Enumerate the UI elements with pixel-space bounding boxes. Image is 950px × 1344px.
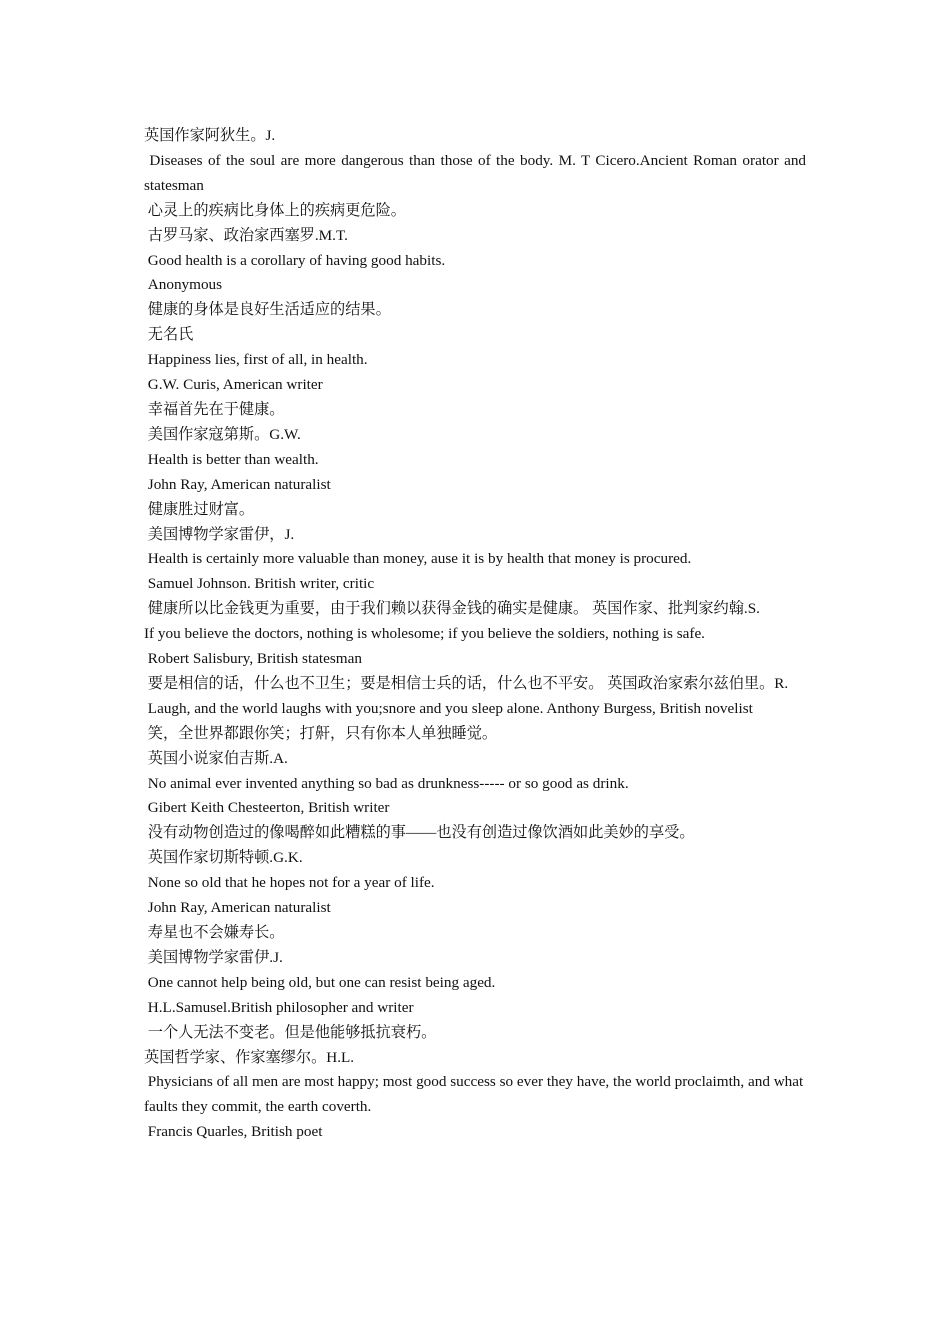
text-line: Samuel Johnson. British writer, critic	[144, 575, 375, 593]
text-line: 古罗马家、政治家西塞罗.M.T.	[144, 226, 348, 244]
text-line: Health is better than wealth.	[144, 450, 319, 468]
text-line: 无名氏	[144, 326, 194, 344]
text-line: John Ray, American naturalist	[144, 475, 331, 493]
text-line: Robert Salisbury, British statesman	[144, 650, 362, 668]
text-line: Good health is a corollary of having good habits.	[144, 251, 446, 269]
text-line: Physicians of all men are most happy; most good success so ever they have, the world proclaimth, and what faults they commit, the earth coverth.	[144, 1073, 808, 1116]
text-line: G.W. Curis, American writer	[144, 376, 323, 394]
text-line: None so old that he hopes not for a year of life.	[144, 874, 435, 892]
text-line: 美国博物学家雷伊，J.	[144, 525, 295, 543]
text-line: 寿星也不会嫌寿长。	[144, 924, 285, 941]
text-line: Laugh, and the world laughs with you;snore and you sleep alone. Anthony Burgess, British novelist	[144, 699, 753, 717]
text-line: No animal ever invented anything so bad as drunkness----- or so good as drink.	[144, 774, 629, 792]
text-line: 笑，全世界都跟你笑；打鼾，只有你本人单独睡觉。	[144, 724, 498, 742]
text-line: 英国小说家伯吉斯.A.	[144, 749, 288, 767]
text-line: Anonymous	[144, 276, 223, 294]
text-line: One cannot help being old, but one can resist being aged.	[144, 973, 496, 991]
text-line: Happiness lies, first of all, in health.	[144, 351, 368, 369]
text-line: H.L.Samusel.British philosopher and writer	[144, 998, 414, 1016]
text-line: 没有动物创造过的像喝醉如此糟糕的事——也没有创造过像饮酒如此美妙的享受。	[144, 824, 695, 842]
text-line: 健康所以比金钱更为重要，由于我们赖以获得金钱的确实是健康。 英国作家、批判家约翰.S.	[144, 600, 760, 618]
text-line: 英国作家阿狄生。J.	[144, 127, 276, 144]
text-line: 健康胜过财富。	[144, 500, 255, 518]
text-line: 要是相信的话，什么也不卫生；要是相信士兵的话，什么也不平安。 英国政治家索尔兹伯里。R.	[144, 674, 789, 692]
text-line: 幸福首先在于健康。	[144, 400, 285, 418]
text-line: 美国博物学家雷伊.J.	[144, 948, 283, 966]
text-line: 美国作家寇第斯。G.W.	[144, 425, 301, 443]
text-line: If you believe the doctors, nothing is wholesome; if you believe the soldiers, nothing is safe.	[144, 625, 705, 643]
text-line: Health is certainly more valuable than money, ause it is by health that money is procured.	[144, 550, 692, 568]
text-line: 健康的身体是良好生活适应的结果。	[144, 301, 391, 319]
text-line: Gibert Keith Chesteerton, British writer	[144, 799, 390, 817]
text-line: 心灵上的疾病比身体上的疾病更危险。	[144, 201, 406, 219]
text-line: 一个人无法不变老。但是他能够抵抗衰朽。	[144, 1023, 437, 1041]
text-line: John Ray, American naturalist	[144, 899, 331, 917]
document-page	[144, 124, 810, 1145]
text-line: 英国作家切斯特顿.G.K.	[144, 849, 303, 867]
text-line: Francis Quarles, British poet	[144, 1123, 323, 1141]
text-line: 英国哲学家、作家塞缪尔。H.L.	[144, 1048, 355, 1066]
text-line: Diseases of the soul are more dangerous than those of the body. M. T Cicero.Ancient Roman orator and statesman	[144, 151, 810, 194]
